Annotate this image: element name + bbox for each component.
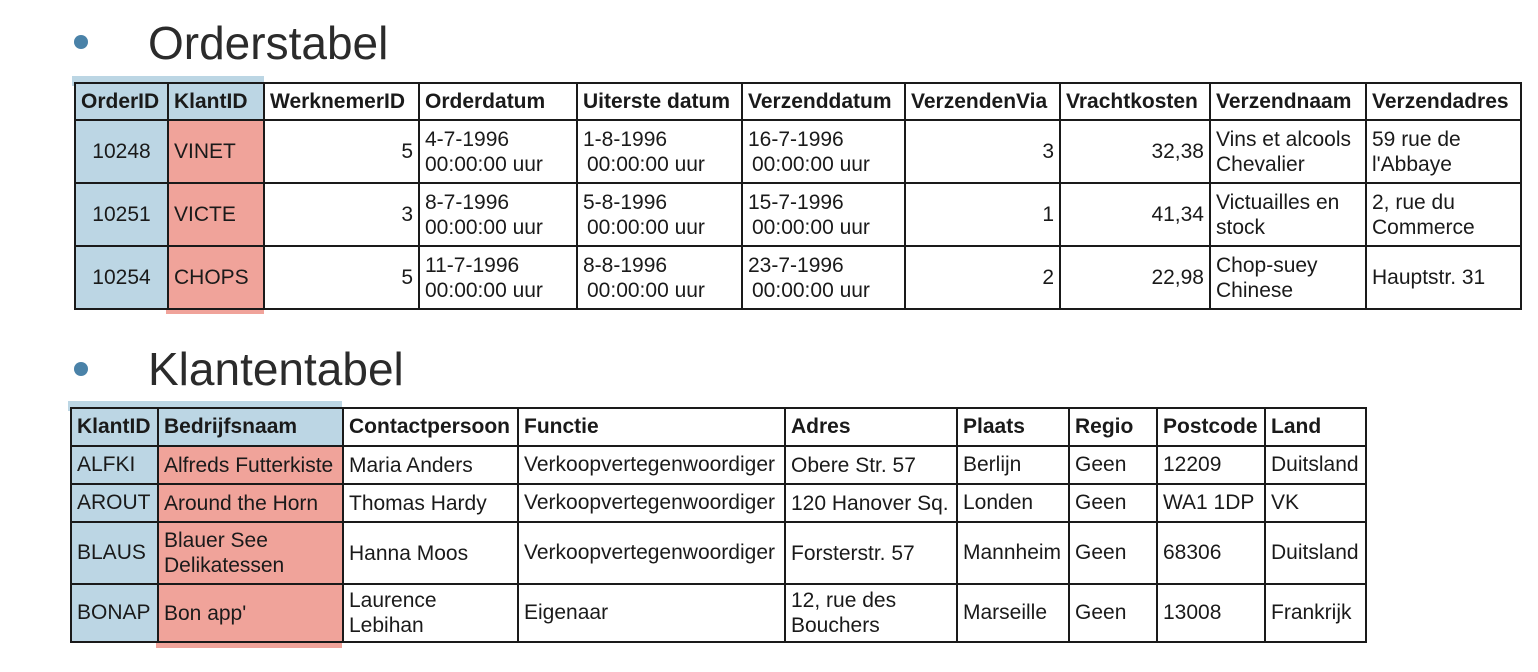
land: Frankrijk (1265, 584, 1366, 642)
klant-id: VICTE (168, 183, 264, 246)
verzenddatum: 15-7-1996 00:00:00 uur (742, 183, 905, 246)
klant-id: ALFKI (71, 446, 158, 484)
bedrijfsnaam: Bon app' (158, 584, 343, 642)
col-klantid: KlantID (168, 83, 264, 120)
table-row (71, 484, 1366, 522)
uiterste-datum: 5-8-1996 00:00:00 uur (577, 183, 742, 246)
verzenddatum: 16-7-1996 00:00:00 uur (742, 120, 905, 183)
regio: Geen (1069, 522, 1157, 584)
werknemer-id: 5 (264, 120, 419, 183)
verzendadres: 2, rue du Commerce (1366, 183, 1521, 246)
werknemer-id: 5 (264, 246, 419, 309)
land: Duitsland (1265, 522, 1366, 584)
postcode: 68306 (1157, 522, 1265, 584)
werknemer-id: 3 (264, 183, 419, 246)
orders-table (74, 82, 1522, 310)
verzendnaam: Victuailles en stock (1210, 183, 1366, 246)
plaats: Berlijn (957, 446, 1069, 484)
col-regio: Regio (1069, 408, 1157, 446)
table-row (75, 183, 1521, 246)
orders-heading: Orderstabel (148, 17, 389, 69)
klanten-header-row (71, 408, 1366, 446)
verzenden-via: 3 (905, 120, 1060, 183)
orderdatum: 11-7-1996 00:00:00 uur (419, 246, 577, 309)
postcode: 12209 (1157, 446, 1265, 484)
klanten-heading: Klantentabel (148, 343, 404, 395)
functie: Verkoopvertegenwoordiger (518, 522, 785, 584)
col-adres: Adres (785, 408, 957, 446)
plaats: Mannheim (957, 522, 1069, 584)
col-orderdatum: Orderdatum (419, 83, 577, 120)
klant-id: BLAUS (71, 522, 158, 584)
functie: Eigenaar (518, 584, 785, 642)
vrachtkosten: 32,38 (1060, 120, 1210, 183)
adres: Forsterstr. 57 (785, 522, 957, 584)
col-verzendadres: Verzendadres (1366, 83, 1521, 120)
verzenden-via: 1 (905, 183, 1060, 246)
bedrijfsnaam: Alfreds Futterkiste (158, 446, 343, 484)
col-verzenddatum: Verzenddatum (742, 83, 905, 120)
land: VK (1265, 484, 1366, 522)
col-uiterste-datum: Uiterste datum (577, 83, 742, 120)
verzendnaam: Chop-suey Chinese (1210, 246, 1366, 309)
order-id: 10254 (75, 246, 168, 309)
col-verzendnaam: Verzendnaam (1210, 83, 1366, 120)
contactpersoon: Thomas Hardy (343, 484, 518, 522)
regio: Geen (1069, 584, 1157, 642)
col-vrachtkosten: Vrachtkosten (1060, 83, 1210, 120)
klant-id: BONAP (71, 584, 158, 642)
functie: Verkoopvertegenwoordiger (518, 484, 785, 522)
table-row (71, 584, 1366, 642)
bedrijfsnaam: Around the Horn (158, 484, 343, 522)
bullet-klanten (74, 362, 88, 376)
klant-id: VINET (168, 120, 264, 183)
contactpersoon: Laurence Lebihan (343, 584, 518, 642)
verzendadres: 59 rue de l'Abbaye (1366, 120, 1521, 183)
land: Duitsland (1265, 446, 1366, 484)
adres: 120 Hanover Sq. (785, 484, 957, 522)
col-verzendenvia: VerzendenVia (905, 83, 1060, 120)
bedrijfsnaam: Blauer See Delikatessen (158, 522, 343, 584)
bullet-orders (74, 35, 88, 49)
col-orderid: OrderID (75, 83, 168, 120)
order-id: 10248 (75, 120, 168, 183)
order-id: 10251 (75, 183, 168, 246)
vrachtkosten: 41,34 (1060, 183, 1210, 246)
col-contactpersoon: Contactpersoon (343, 408, 518, 446)
plaats: Londen (957, 484, 1069, 522)
uiterste-datum: 1-8-1996 00:00:00 uur (577, 120, 742, 183)
regio: Geen (1069, 446, 1157, 484)
col-postcode: Postcode (1157, 408, 1265, 446)
orderdatum: 4-7-1996 00:00:00 uur (419, 120, 577, 183)
orders-header-row (75, 83, 1521, 120)
plaats: Marseille (957, 584, 1069, 642)
uiterste-datum: 8-8-1996 00:00:00 uur (577, 246, 742, 309)
col-werknemerid: WerknemerID (264, 83, 419, 120)
klanten-table (70, 407, 1367, 643)
col-functie: Functie (518, 408, 785, 446)
contactpersoon: Hanna Moos (343, 522, 518, 584)
contactpersoon: Maria Anders (343, 446, 518, 484)
verzendadres: Hauptstr. 31 (1366, 246, 1521, 309)
functie: Verkoopvertegenwoordiger (518, 446, 785, 484)
col-plaats: Plaats (957, 408, 1069, 446)
col-land: Land (1265, 408, 1366, 446)
verzenddatum: 23-7-1996 00:00:00 uur (742, 246, 905, 309)
col-klantid: KlantID (71, 408, 158, 446)
verzendnaam: Vins et alcools Chevalier (1210, 120, 1366, 183)
klant-id: AROUT (71, 484, 158, 522)
postcode: 13008 (1157, 584, 1265, 642)
table-row (75, 120, 1521, 183)
klant-id: CHOPS (168, 246, 264, 309)
table-row (71, 446, 1366, 484)
table-row (75, 246, 1521, 309)
verzenden-via: 2 (905, 246, 1060, 309)
regio: Geen (1069, 484, 1157, 522)
vrachtkosten: 22,98 (1060, 246, 1210, 309)
adres: Obere Str. 57 (785, 446, 957, 484)
postcode: WA1 1DP (1157, 484, 1265, 522)
adres: 12, rue des Bouchers (785, 584, 957, 642)
col-bedrijfsnaam: Bedrijfsnaam (158, 408, 343, 446)
orderdatum: 8-7-1996 00:00:00 uur (419, 183, 577, 246)
table-row (71, 522, 1366, 584)
